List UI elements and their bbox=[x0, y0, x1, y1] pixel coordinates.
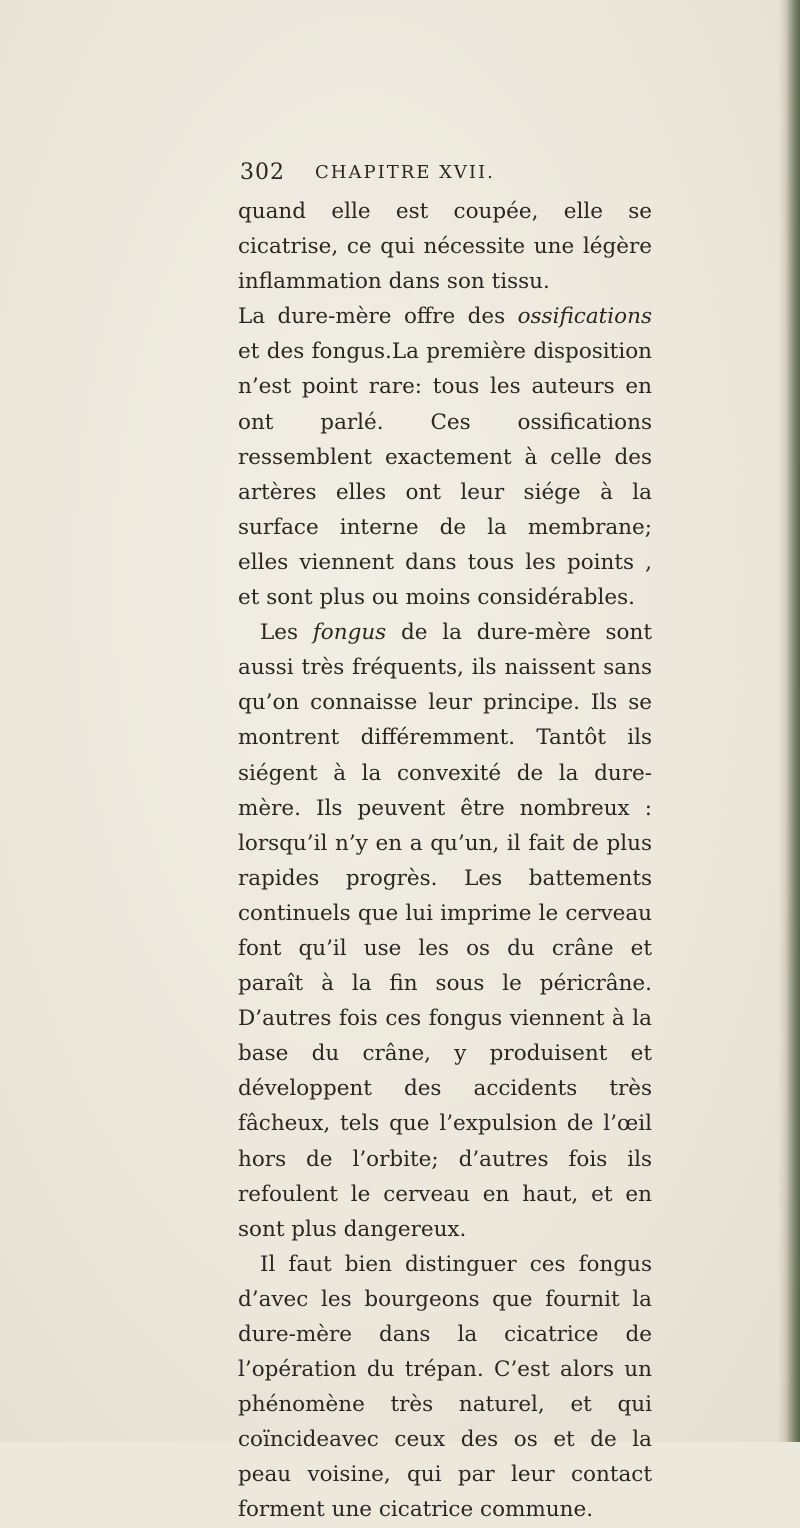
paragraph bbox=[238, 1247, 652, 1528]
text-segment: La dure-mère offre des bbox=[238, 304, 518, 330]
running-head: CHAPITRE XVII. bbox=[315, 162, 495, 183]
paragraph bbox=[238, 615, 652, 1247]
text-segment: Les bbox=[260, 620, 313, 646]
body-text bbox=[238, 194, 652, 1528]
page-edge bbox=[778, 0, 800, 1442]
text-segment: Il faut bien distinguer ces fongus d’avec les bourgeons que fournit la dure-mère dans la cicatrice de l’opération du trépan. C’est alors un phénomène très naturel, et qui coïncideavec ceux des os et de la peau voisine, qui par leur contact forment une cicatrice commune. bbox=[238, 1251, 652, 1523]
text-segment: quand elle est coupée, elle se cicatrise, ce qui nécessite une légère inflammation dans son tissu. bbox=[238, 199, 652, 295]
page-header bbox=[240, 160, 660, 190]
italic-term: fongus bbox=[312, 620, 387, 646]
text-segment: de la dure-mère sont aussi très fréquents, ils naissent sans qu’on connaisse leur principe. Ils se montrent différemment. Tantôt ils siégent à la convexité de la dure-mère. Ils peuvent être nombreux : lorsqu’il n’y en a qu’un, il fait de plus rapides progrès. Les battements continuels que lui imprime le cerveau font qu’il use les os du crâne et paraît à la fin sous le péricrâne. D’autres fois ces fongus viennent à la base du crâne, y produisent et développent des accidents très fâcheux, tels que l’expulsion de l’œil hors de l’orbite; d’autres fois ils refoulent le cerveau en haut, et en sont plus dangereux. bbox=[238, 620, 652, 1242]
page-number: 302 bbox=[240, 160, 285, 185]
italic-term: ossifications bbox=[517, 304, 652, 330]
paragraph bbox=[238, 194, 652, 299]
text-segment: et des fongus.La première disposition n’est point rare: tous les auteurs en ont parlé. Ces ossifications ressemblent exactement à celle des artères elles ont leur siége à la surface interne de la membrane; elles viennent dans tous les points , et sont plus ou moins considérables. bbox=[238, 339, 652, 611]
paragraph bbox=[238, 299, 652, 615]
